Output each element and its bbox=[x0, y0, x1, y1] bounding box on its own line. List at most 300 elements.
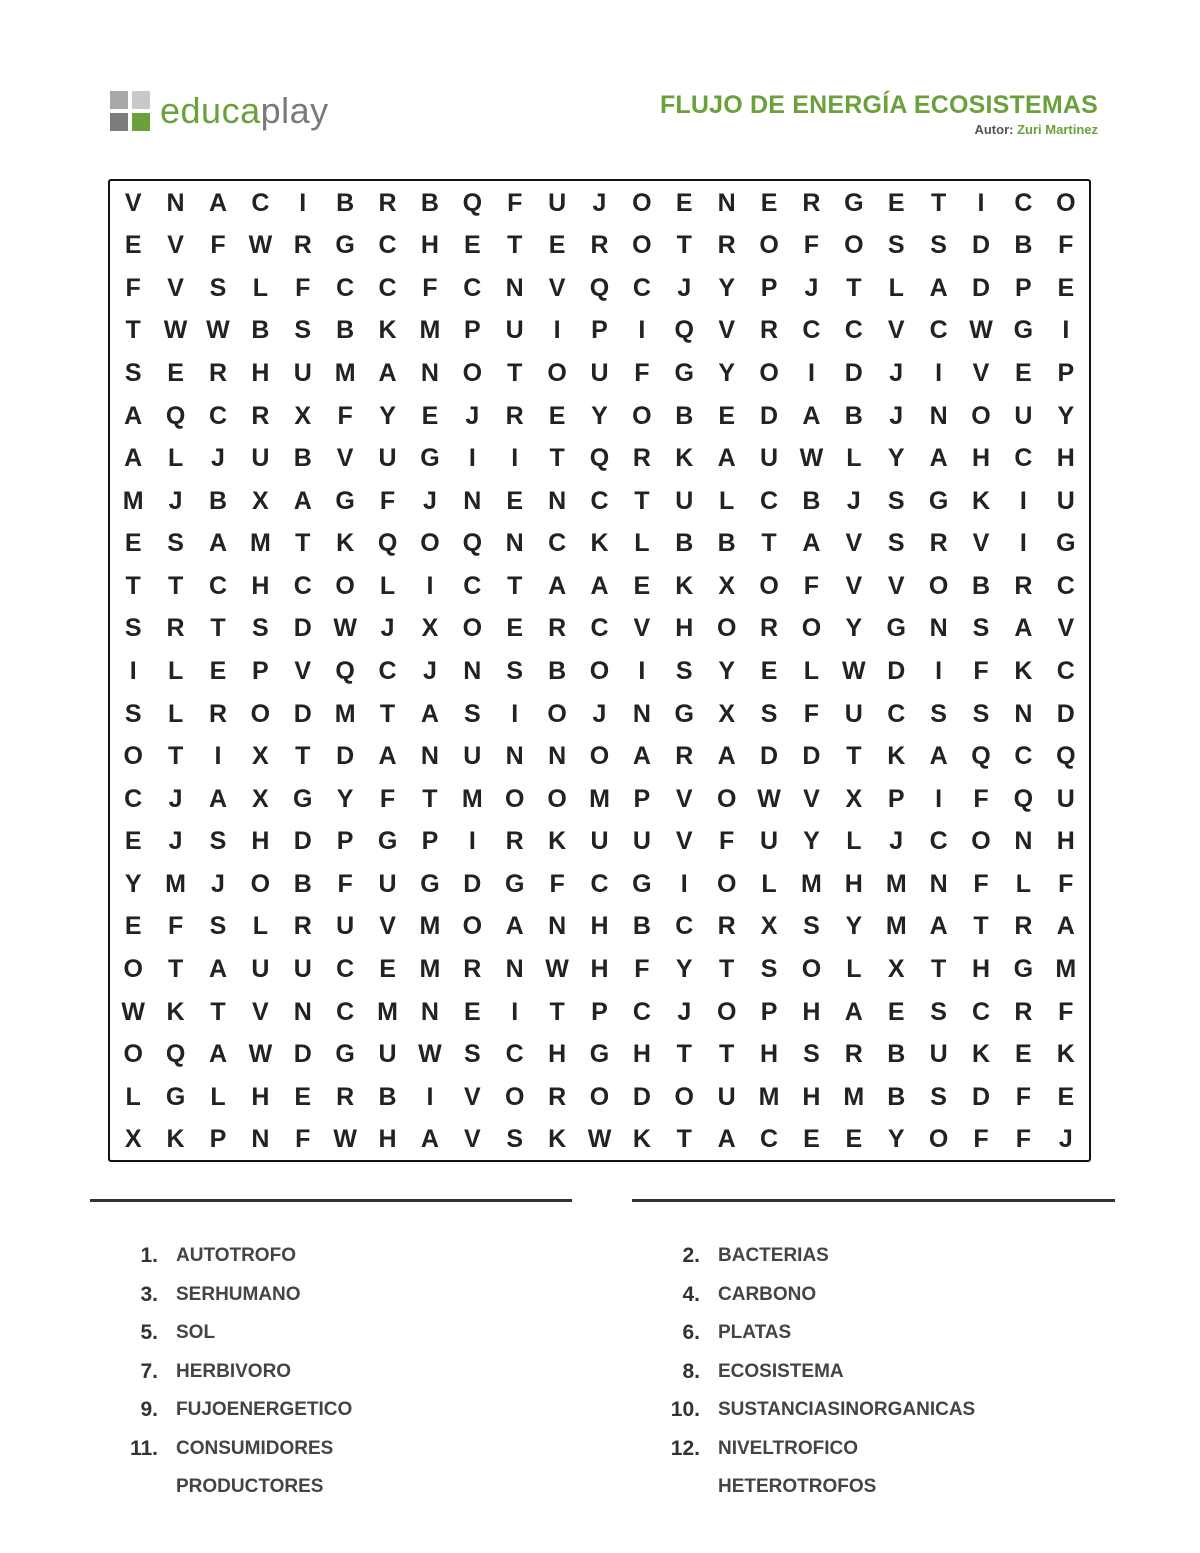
grid-cell[interactable]: S bbox=[209, 827, 227, 856]
grid-cell[interactable]: C bbox=[378, 656, 397, 685]
grid-cell[interactable]: N bbox=[1014, 827, 1033, 856]
grid-cell[interactable]: O bbox=[928, 571, 949, 600]
grid-cell[interactable]: O bbox=[971, 827, 991, 856]
grid-cell[interactable]: R bbox=[208, 699, 227, 728]
grid-cell[interactable]: I bbox=[511, 699, 519, 728]
grid-cell[interactable]: E bbox=[760, 656, 778, 685]
grid-cell[interactable]: R bbox=[844, 1040, 863, 1069]
grid-cell[interactable]: G bbox=[335, 1040, 355, 1069]
grid-cell[interactable]: U bbox=[1056, 784, 1075, 813]
grid-cell[interactable]: R bbox=[293, 912, 312, 941]
grid-cell[interactable]: G bbox=[293, 784, 313, 813]
grid-cell[interactable]: E bbox=[1015, 359, 1032, 388]
grid-cell[interactable]: J bbox=[168, 486, 183, 515]
grid-cell[interactable]: V bbox=[718, 316, 735, 345]
grid-cell[interactable]: V bbox=[845, 571, 863, 600]
grid-cell[interactable]: A bbox=[929, 742, 948, 771]
grid-cell[interactable]: K bbox=[887, 742, 906, 771]
grid-cell[interactable]: H bbox=[632, 1040, 651, 1069]
grid-cell[interactable]: V bbox=[972, 529, 990, 558]
grid-cell[interactable]: Y bbox=[718, 359, 735, 388]
grid-cell[interactable]: Y bbox=[675, 954, 693, 983]
grid-cell[interactable]: C bbox=[378, 273, 397, 302]
grid-cell[interactable]: F bbox=[1058, 997, 1074, 1026]
grid-cell[interactable]: K bbox=[632, 1125, 651, 1154]
grid-cell[interactable]: P bbox=[591, 316, 608, 345]
grid-cell[interactable]: H bbox=[251, 1082, 270, 1111]
grid-cell[interactable]: R bbox=[760, 614, 779, 643]
grid-cell[interactable]: M bbox=[249, 529, 271, 558]
grid-cell[interactable]: S bbox=[252, 614, 269, 643]
grid-cell[interactable]: J bbox=[677, 997, 692, 1026]
grid-cell[interactable]: A bbox=[420, 699, 439, 728]
grid-cell[interactable]: C bbox=[124, 784, 143, 813]
grid-cell[interactable]: H bbox=[1056, 827, 1075, 856]
grid-cell[interactable]: S bbox=[124, 699, 142, 728]
grid-cell[interactable]: X bbox=[252, 784, 269, 813]
grid-cell[interactable]: T bbox=[507, 231, 523, 260]
grid-cell[interactable]: W bbox=[121, 997, 145, 1026]
grid-cell[interactable]: R bbox=[802, 188, 821, 217]
grid-cell[interactable]: W bbox=[333, 614, 357, 643]
grid-cell[interactable]: T bbox=[930, 188, 947, 217]
grid-cell[interactable]: W bbox=[248, 231, 273, 260]
grid-cell[interactable]: N bbox=[166, 188, 185, 217]
grid-cell[interactable]: H bbox=[971, 444, 991, 473]
grid-cell[interactable]: E bbox=[124, 231, 142, 260]
grid-cell[interactable]: H bbox=[675, 614, 694, 643]
grid-cell[interactable]: V bbox=[675, 784, 693, 813]
grid-cell[interactable]: A bbox=[420, 1125, 439, 1154]
grid-cell[interactable]: U bbox=[590, 359, 609, 388]
grid-cell[interactable]: B bbox=[971, 571, 991, 600]
grid-cell[interactable]: E bbox=[633, 571, 651, 600]
grid-cell[interactable]: K bbox=[378, 316, 397, 345]
grid-cell[interactable]: J bbox=[804, 273, 819, 302]
grid-cell[interactable]: F bbox=[295, 273, 311, 302]
grid-cell[interactable]: O bbox=[928, 1125, 949, 1154]
grid-cell[interactable]: C bbox=[929, 316, 948, 345]
grid-cell[interactable]: S bbox=[887, 231, 905, 260]
grid-cell[interactable]: P bbox=[760, 273, 778, 302]
grid-cell[interactable]: N bbox=[420, 742, 439, 771]
grid-cell[interactable]: U bbox=[251, 954, 270, 983]
grid-cell[interactable]: D bbox=[760, 742, 779, 771]
grid-cell[interactable]: A bbox=[208, 954, 227, 983]
grid-cell[interactable]: E bbox=[463, 997, 481, 1026]
grid-cell[interactable]: M bbox=[843, 1082, 865, 1111]
grid-cell[interactable]: G bbox=[632, 869, 652, 898]
grid-cell[interactable]: W bbox=[163, 316, 188, 345]
grid-cell[interactable]: T bbox=[634, 486, 650, 515]
grid-cell[interactable]: N bbox=[293, 997, 312, 1026]
grid-cell[interactable]: O bbox=[632, 231, 652, 260]
grid-cell[interactable]: F bbox=[973, 869, 989, 898]
grid-cell[interactable]: S bbox=[124, 614, 142, 643]
grid-cell[interactable]: T bbox=[167, 571, 184, 600]
grid-cell[interactable]: H bbox=[802, 997, 821, 1026]
grid-cell[interactable]: W bbox=[969, 316, 993, 345]
grid-cell[interactable]: V bbox=[252, 997, 269, 1026]
grid-cell[interactable]: M bbox=[461, 784, 483, 813]
grid-cell[interactable]: L bbox=[1015, 869, 1032, 898]
grid-cell[interactable]: H bbox=[251, 359, 270, 388]
grid-cell[interactable]: T bbox=[167, 742, 184, 771]
grid-cell[interactable]: L bbox=[846, 954, 862, 983]
grid-cell[interactable]: K bbox=[166, 1125, 185, 1154]
grid-cell[interactable]: R bbox=[166, 614, 185, 643]
grid-cell[interactable]: C bbox=[548, 529, 567, 558]
grid-cell[interactable]: O bbox=[420, 529, 440, 558]
grid-cell[interactable]: F bbox=[379, 784, 396, 813]
grid-cell[interactable]: E bbox=[167, 359, 184, 388]
grid-cell[interactable]: X bbox=[718, 699, 735, 728]
grid-cell[interactable]: T bbox=[549, 997, 565, 1026]
grid-cell[interactable]: P bbox=[336, 827, 354, 856]
grid-cell[interactable]: J bbox=[889, 401, 904, 430]
grid-cell[interactable]: L bbox=[846, 827, 862, 856]
grid-cell[interactable]: Y bbox=[124, 869, 142, 898]
grid-cell[interactable]: B bbox=[887, 1082, 906, 1111]
grid-cell[interactable]: O bbox=[547, 784, 567, 813]
grid-cell[interactable]: I bbox=[1062, 316, 1070, 345]
grid-cell[interactable]: T bbox=[719, 954, 735, 983]
grid-cell[interactable]: B bbox=[548, 656, 567, 685]
grid-cell[interactable]: W bbox=[333, 1125, 357, 1154]
grid-cell[interactable]: O bbox=[123, 742, 143, 771]
grid-cell[interactable]: Y bbox=[591, 401, 608, 430]
grid-cell[interactable]: T bbox=[422, 784, 438, 813]
grid-cell[interactable]: N bbox=[251, 1125, 270, 1154]
grid-cell[interactable]: O bbox=[716, 997, 737, 1026]
grid-cell[interactable]: X bbox=[124, 1125, 142, 1154]
grid-cell[interactable]: O bbox=[674, 1082, 694, 1111]
grid-cell[interactable]: U bbox=[463, 742, 482, 771]
grid-cell[interactable]: Y bbox=[718, 273, 735, 302]
grid-cell[interactable]: E bbox=[124, 827, 142, 856]
grid-cell[interactable]: A bbox=[590, 571, 609, 600]
grid-cell[interactable]: I bbox=[680, 869, 688, 898]
grid-cell[interactable]: C bbox=[1014, 742, 1033, 771]
grid-cell[interactable]: M bbox=[165, 869, 186, 898]
grid-cell[interactable]: F bbox=[973, 656, 989, 685]
grid-cell[interactable]: U bbox=[632, 827, 651, 856]
grid-cell[interactable]: B bbox=[717, 529, 736, 558]
grid-cell[interactable]: C bbox=[1056, 571, 1075, 600]
grid-cell[interactable]: S bbox=[760, 699, 778, 728]
grid-cell[interactable]: I bbox=[638, 656, 646, 685]
grid-cell[interactable]: A bbox=[124, 401, 143, 430]
grid-cell[interactable]: C bbox=[1056, 656, 1075, 685]
grid-cell[interactable]: F bbox=[634, 359, 650, 388]
grid-cell[interactable]: G bbox=[335, 486, 355, 515]
grid-cell[interactable]: P bbox=[463, 316, 481, 345]
grid-cell[interactable]: T bbox=[676, 1040, 692, 1069]
grid-cell[interactable]: Q bbox=[589, 273, 610, 302]
grid-cell[interactable]: V bbox=[675, 827, 693, 856]
grid-cell[interactable]: I bbox=[935, 656, 943, 685]
grid-cell[interactable]: X bbox=[252, 742, 269, 771]
grid-cell[interactable]: N bbox=[1014, 699, 1033, 728]
grid-cell[interactable]: L bbox=[167, 699, 184, 728]
grid-cell[interactable]: W bbox=[799, 444, 824, 473]
grid-cell[interactable]: A bbox=[632, 742, 651, 771]
grid-cell[interactable]: G bbox=[928, 486, 949, 515]
grid-cell[interactable]: O bbox=[547, 699, 567, 728]
grid-cell[interactable]: F bbox=[719, 827, 735, 856]
grid-cell[interactable]: B bbox=[293, 444, 312, 473]
grid-cell[interactable]: C bbox=[251, 188, 270, 217]
grid-cell[interactable]: N bbox=[463, 656, 482, 685]
grid-cell[interactable]: R bbox=[505, 827, 524, 856]
grid-cell[interactable]: J bbox=[422, 486, 437, 515]
grid-cell[interactable]: P bbox=[760, 997, 778, 1026]
grid-cell[interactable]: C bbox=[590, 869, 609, 898]
grid-cell[interactable]: D bbox=[844, 359, 863, 388]
grid-cell[interactable]: A bbox=[208, 188, 227, 217]
grid-cell[interactable]: C bbox=[505, 1040, 524, 1069]
grid-cell[interactable]: R bbox=[929, 529, 948, 558]
grid-cell[interactable]: E bbox=[124, 529, 142, 558]
grid-cell[interactable]: O bbox=[589, 1082, 610, 1111]
grid-cell[interactable]: D bbox=[293, 699, 312, 728]
grid-cell[interactable]: L bbox=[125, 1082, 141, 1111]
grid-cell[interactable]: O bbox=[462, 614, 483, 643]
grid-cell[interactable]: U bbox=[844, 699, 863, 728]
grid-cell[interactable]: Q bbox=[165, 401, 186, 430]
grid-cell[interactable]: E bbox=[379, 954, 396, 983]
grid-cell[interactable]: I bbox=[1019, 486, 1027, 515]
grid-cell[interactable]: M bbox=[801, 869, 822, 898]
grid-cell[interactable]: L bbox=[210, 1082, 226, 1111]
grid-cell[interactable]: H bbox=[251, 827, 270, 856]
grid-cell[interactable]: K bbox=[675, 444, 694, 473]
grid-cell[interactable]: C bbox=[632, 997, 651, 1026]
grid-cell[interactable]: Q bbox=[674, 316, 694, 345]
grid-cell[interactable]: B bbox=[378, 1082, 397, 1111]
grid-cell[interactable]: C bbox=[802, 316, 821, 345]
grid-cell[interactable]: F bbox=[803, 231, 820, 260]
grid-cell[interactable]: M bbox=[377, 997, 398, 1026]
grid-cell[interactable]: Q bbox=[165, 1040, 186, 1069]
grid-cell[interactable]: V bbox=[167, 231, 184, 260]
grid-cell[interactable]: L bbox=[252, 273, 268, 302]
grid-cell[interactable]: A bbox=[548, 571, 567, 600]
grid-cell[interactable]: O bbox=[462, 359, 483, 388]
grid-cell[interactable]: J bbox=[889, 359, 904, 388]
grid-cell[interactable]: L bbox=[888, 273, 904, 302]
grid-cell[interactable]: T bbox=[549, 444, 565, 473]
grid-cell[interactable]: L bbox=[167, 444, 184, 473]
grid-cell[interactable]: G bbox=[335, 231, 355, 260]
grid-cell[interactable]: I bbox=[935, 784, 943, 813]
grid-cell[interactable]: F bbox=[1058, 869, 1074, 898]
grid-cell[interactable]: H bbox=[1056, 444, 1075, 473]
grid-cell[interactable]: C bbox=[208, 571, 227, 600]
grid-cell[interactable]: O bbox=[759, 231, 779, 260]
grid-cell[interactable]: X bbox=[760, 912, 778, 941]
grid-cell[interactable]: B bbox=[887, 1040, 906, 1069]
grid-cell[interactable]: Q bbox=[1056, 742, 1076, 771]
grid-cell[interactable]: S bbox=[930, 1082, 947, 1111]
grid-cell[interactable]: A bbox=[802, 401, 821, 430]
grid-cell[interactable]: R bbox=[760, 316, 779, 345]
grid-cell[interactable]: V bbox=[633, 614, 651, 643]
grid-cell[interactable]: S bbox=[760, 954, 778, 983]
grid-cell[interactable]: K bbox=[971, 1040, 991, 1069]
grid-cell[interactable]: J bbox=[168, 827, 183, 856]
grid-cell[interactable]: P bbox=[421, 827, 439, 856]
grid-cell[interactable]: H bbox=[420, 231, 439, 260]
grid-cell[interactable]: U bbox=[293, 954, 312, 983]
grid-cell[interactable]: O bbox=[123, 1040, 143, 1069]
grid-cell[interactable]: K bbox=[971, 486, 991, 515]
grid-cell[interactable]: P bbox=[591, 997, 608, 1026]
grid-cell[interactable]: I bbox=[511, 444, 519, 473]
grid-cell[interactable]: E bbox=[463, 231, 481, 260]
grid-cell[interactable]: T bbox=[930, 954, 947, 983]
grid-cell[interactable]: D bbox=[293, 827, 312, 856]
grid-cell[interactable]: E bbox=[421, 401, 439, 430]
grid-cell[interactable]: O bbox=[123, 954, 143, 983]
grid-cell[interactable]: R bbox=[293, 231, 312, 260]
grid-cell[interactable]: O bbox=[250, 699, 271, 728]
grid-cell[interactable]: U bbox=[251, 444, 270, 473]
grid-cell[interactable]: F bbox=[973, 784, 989, 813]
grid-cell[interactable]: E bbox=[506, 486, 524, 515]
grid-cell[interactable]: U bbox=[378, 1040, 397, 1069]
grid-cell[interactable]: R bbox=[717, 912, 736, 941]
grid-cell[interactable]: Q bbox=[335, 656, 355, 685]
grid-cell[interactable]: E bbox=[294, 1082, 312, 1111]
grid-cell[interactable]: J bbox=[465, 401, 480, 430]
grid-cell[interactable]: E bbox=[506, 614, 524, 643]
grid-cell[interactable]: J bbox=[889, 827, 904, 856]
grid-cell[interactable]: R bbox=[1014, 571, 1033, 600]
grid-cell[interactable]: T bbox=[507, 359, 523, 388]
grid-cell[interactable]: P bbox=[1015, 273, 1032, 302]
grid-cell[interactable]: F bbox=[379, 486, 396, 515]
grid-cell[interactable]: O bbox=[801, 614, 822, 643]
grid-cell[interactable]: U bbox=[336, 912, 355, 941]
grid-cell[interactable]: K bbox=[590, 529, 609, 558]
grid-cell[interactable]: Y bbox=[887, 1125, 905, 1154]
grid-cell[interactable]: H bbox=[378, 1125, 397, 1154]
grid-cell[interactable]: A bbox=[717, 444, 736, 473]
grid-cell[interactable]: X bbox=[887, 954, 905, 983]
grid-cell[interactable]: T bbox=[676, 231, 692, 260]
grid-cell[interactable]: T bbox=[761, 529, 777, 558]
grid-cell[interactable]: E bbox=[887, 188, 905, 217]
grid-cell[interactable]: C bbox=[929, 827, 948, 856]
grid-cell[interactable]: F bbox=[507, 188, 523, 217]
grid-cell[interactable]: Q bbox=[589, 444, 610, 473]
grid-cell[interactable]: F bbox=[422, 273, 438, 302]
grid-cell[interactable]: C bbox=[208, 401, 227, 430]
grid-cell[interactable]: R bbox=[251, 401, 270, 430]
grid-cell[interactable]: S bbox=[972, 614, 990, 643]
grid-cell[interactable]: A bbox=[378, 742, 397, 771]
grid-cell[interactable]: W bbox=[418, 1040, 442, 1069]
grid-cell[interactable]: J bbox=[846, 486, 861, 515]
grid-cell[interactable]: V bbox=[845, 529, 863, 558]
grid-cell[interactable]: C bbox=[971, 997, 991, 1026]
grid-cell[interactable]: I bbox=[468, 827, 476, 856]
grid-cell[interactable]: Q bbox=[971, 742, 991, 771]
grid-cell[interactable]: K bbox=[548, 827, 567, 856]
grid-cell[interactable]: G bbox=[844, 188, 864, 217]
grid-cell[interactable]: H bbox=[251, 571, 270, 600]
grid-cell[interactable]: N bbox=[420, 997, 439, 1026]
grid-cell[interactable]: Y bbox=[845, 912, 863, 941]
grid-cell[interactable]: B bbox=[675, 529, 694, 558]
grid-cell[interactable]: G bbox=[377, 827, 398, 856]
grid-cell[interactable]: G bbox=[1056, 529, 1076, 558]
grid-cell[interactable]: I bbox=[553, 316, 561, 345]
grid-cell[interactable]: N bbox=[548, 486, 567, 515]
grid-cell[interactable]: B bbox=[844, 401, 863, 430]
grid-cell[interactable]: R bbox=[548, 614, 567, 643]
grid-cell[interactable]: I bbox=[426, 1082, 434, 1111]
grid-cell[interactable]: B bbox=[251, 316, 270, 345]
grid-cell[interactable]: W bbox=[248, 1040, 273, 1069]
grid-cell[interactable]: V bbox=[167, 273, 184, 302]
grid-cell[interactable]: S bbox=[675, 656, 693, 685]
grid-cell[interactable]: S bbox=[930, 231, 947, 260]
grid-cell[interactable]: S bbox=[209, 273, 227, 302]
grid-cell[interactable]: K bbox=[1056, 1040, 1075, 1069]
grid-cell[interactable]: L bbox=[167, 656, 184, 685]
grid-cell[interactable]: C bbox=[463, 273, 482, 302]
grid-cell[interactable]: H bbox=[548, 1040, 567, 1069]
grid-cell[interactable]: A bbox=[1056, 912, 1075, 941]
grid-cell[interactable]: B bbox=[420, 188, 439, 217]
grid-cell[interactable]: E bbox=[548, 231, 566, 260]
grid-cell[interactable]: B bbox=[208, 486, 227, 515]
grid-cell[interactable]: K bbox=[1014, 656, 1033, 685]
grid-cell[interactable]: O bbox=[504, 784, 525, 813]
grid-cell[interactable]: S bbox=[506, 656, 524, 685]
grid-cell[interactable]: V bbox=[294, 656, 312, 685]
grid-cell[interactable]: V bbox=[463, 1082, 481, 1111]
grid-cell[interactable]: S bbox=[972, 699, 990, 728]
grid-cell[interactable]: A bbox=[1014, 614, 1033, 643]
grid-cell[interactable]: O bbox=[716, 869, 737, 898]
grid-cell[interactable]: O bbox=[759, 359, 779, 388]
grid-cell[interactable]: H bbox=[971, 954, 991, 983]
grid-cell[interactable]: M bbox=[419, 316, 441, 345]
grid-cell[interactable]: N bbox=[505, 742, 524, 771]
grid-cell[interactable]: O bbox=[716, 614, 737, 643]
grid-cell[interactable]: B bbox=[336, 316, 355, 345]
grid-cell[interactable]: R bbox=[548, 1082, 567, 1111]
grid-cell[interactable]: F bbox=[295, 1125, 311, 1154]
grid-cell[interactable]: A bbox=[929, 273, 948, 302]
grid-cell[interactable]: C bbox=[887, 699, 906, 728]
grid-cell[interactable]: R bbox=[632, 444, 651, 473]
grid-cell[interactable]: U bbox=[1014, 401, 1033, 430]
grid-cell[interactable]: F bbox=[210, 231, 226, 260]
grid-cell[interactable]: O bbox=[801, 954, 822, 983]
grid-cell[interactable]: D bbox=[293, 1040, 312, 1069]
grid-cell[interactable]: X bbox=[845, 784, 863, 813]
grid-cell[interactable]: T bbox=[295, 742, 311, 771]
grid-cell[interactable]: F bbox=[1015, 1082, 1032, 1111]
grid-cell[interactable]: W bbox=[587, 1125, 612, 1154]
grid-cell[interactable]: T bbox=[507, 571, 523, 600]
grid-cell[interactable]: O bbox=[250, 869, 271, 898]
grid-cell[interactable]: I bbox=[511, 997, 519, 1026]
